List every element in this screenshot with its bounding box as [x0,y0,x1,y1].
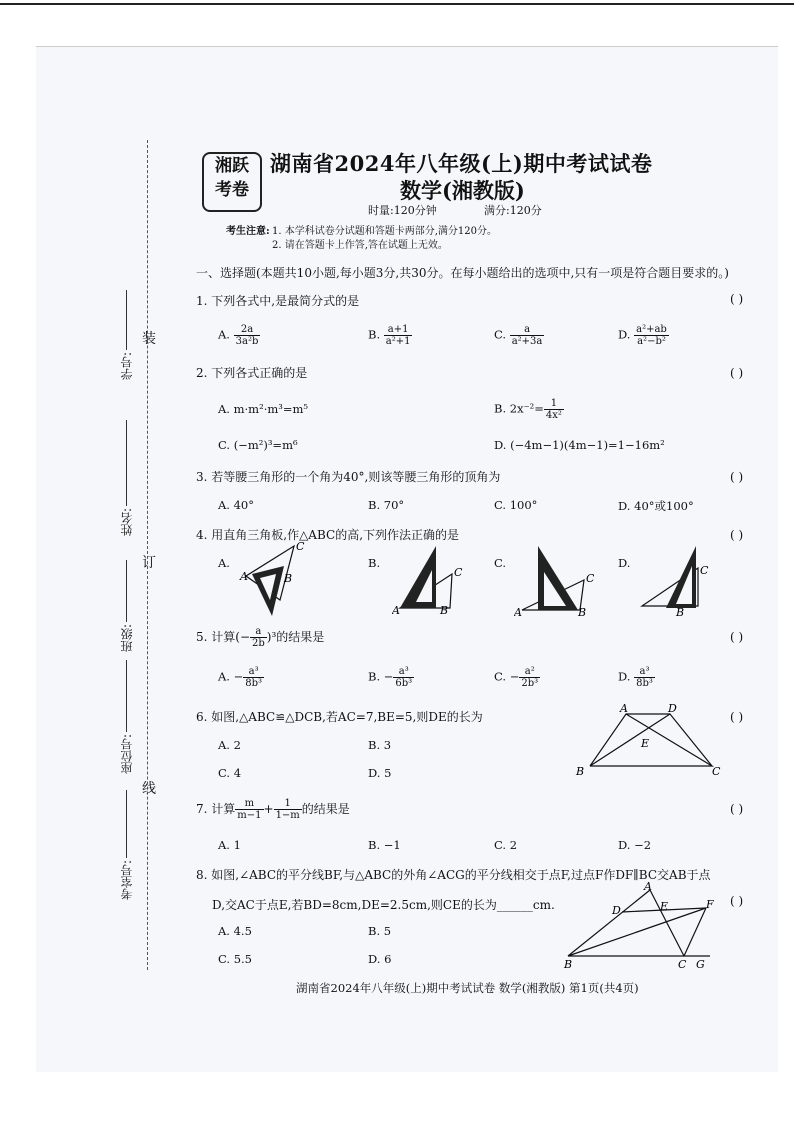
q6-label-b: B [576,765,585,778]
q2-option-c: C. (−m²)³=m⁶ [218,438,298,452]
q4d-label-c: C [700,564,709,577]
q4c-label-a: A [514,606,522,618]
q5-stem: 5. 计算(− $\frac{a}{2b}$ )³的结果是 [196,626,325,649]
name-blank [126,420,127,506]
name-label: 姓名: [120,508,134,537]
q7-option-d: D. −2 [618,838,652,852]
q8-label-e: E [660,900,669,913]
q1-option-b: B. $\frac{a+1}{\text{a²+1}}$ [368,324,411,347]
page-footer: 湖南省2024年八年级(上)期中考试试卷 数学(湘教版) 第1页(共4页) [296,981,639,995]
q4a-label-a: A [240,570,248,583]
q2-stem: 2. 下列各式正确的是 [196,366,308,380]
q2-answer-paren: ( ) [730,366,744,380]
q4b-label-a: A [392,604,400,616]
q5-option-a: A. − $\frac{\text{a³}}{\text{8b³}}$ [218,666,263,689]
q6-stem: 6. 如图,△ABC≌△DCB,若AC=7,BE=5,则DE的长为 [196,710,483,724]
notice-1: 1. 本学科试卷分试题和答题卡两部分,满分120分。 [272,226,497,237]
q5-answer-paren: ( ) [730,630,744,644]
q5-option-d: D. $\frac{\text{a³}}{\text{8b³}}$ [618,666,653,689]
q8-figure [560,880,732,972]
q6-option-a: A. 2 [218,738,241,752]
q6-label-c: C [712,765,721,778]
q8-label-c: C [678,958,687,971]
q4d-label-b: B [676,606,685,618]
q8-label-a: A [644,880,652,893]
q4-stem: 4. 用直角三角板,作△ABC的高,下列作法正确的是 [196,528,460,542]
q7-option-b: B. −1 [368,838,401,852]
q2-option-d: D. (−4m−1)(4m−1)=1−16m² [494,438,665,452]
q6-label-a: A [620,702,628,715]
q1-option-a: A. $\frac{2a}{\text{3a²b}}$ [218,324,259,347]
top-border-line [0,3,794,5]
q8-label-b: B [564,958,573,971]
q4-figure-a [230,538,310,618]
exam-room-label: 考室号: [120,860,134,901]
q6-option-b: B. 3 [368,738,392,752]
q1-option-d: D. $\frac{\text{a²+ab}}{\text{a²−b²}}$ [618,324,667,347]
q8-stem-line2: D,交AC于点E,若BD=8cm,DE=2.5cm,则CE的长为______cm. [212,898,555,912]
q8-label-g: G [696,958,705,971]
seat-blank [126,660,127,732]
q1-answer-paren: ( ) [730,292,744,306]
q4a-label-c: C [296,540,305,553]
class-label: 班级: [120,624,134,653]
xian-mark: 线 [142,781,156,797]
q1-option-c: C. $\frac{a}{\text{a²+3a}}$ [494,324,543,347]
q5-option-b: B. − $\frac{\text{a³}}{\text{6b³}}$ [368,666,413,689]
q4a-label-b: B [284,572,293,585]
q4b-label-c: C [454,566,463,579]
class-blank [126,560,127,622]
seat-label: 座位号: [120,734,134,775]
q4b-label-b: B [440,604,449,616]
q6-figure [570,700,730,782]
q4c-label-c: C [586,572,594,585]
q6-option-c: C. 4 [218,766,242,780]
q7-option-a: A. 1 [218,838,241,852]
q3-option-a: A. 40° [218,498,254,512]
section-1-heading: 一、选择题(本题共10小题,每小题3分,共30分。在每小题给出的选项中,只有一项是符合题目要求的。) [196,266,729,280]
q7-stem: 7. 计算 $\frac{m}{m-1}$ + $\frac{1}{1-m}$ 的结果是 [196,798,350,821]
q4-figure-b [392,540,472,616]
student-id-label: 学号: [120,352,134,381]
q7-option-c: C. 2 [494,838,518,852]
q7-answer-paren: ( ) [730,802,744,816]
q8-stem-line1: 8. 如图,∠ABC的平分线BF,与△ABC的外角∠ACG的平分线相交于点F,过点F作DF∥BC交AB于点 [196,868,711,882]
q1-stem: 1. 下列各式中,是最简分式的是 [196,294,360,308]
student-id-blank [126,290,127,350]
q4c-label-b: B [578,606,587,618]
q4-option-c: C. [494,556,507,570]
q8-option-c: C. 5.5 [218,952,252,966]
zhuang-mark: 装 [142,331,156,347]
ding-mark: 订 [142,555,156,571]
q4-option-a: A. [218,556,230,570]
q4-figure-c [514,542,594,618]
q6-option-d: D. 5 [368,766,392,780]
q4-figure-d [636,542,716,618]
exam-score: 满分:120分 [484,204,542,217]
q4-option-d: D. [618,556,631,570]
q3-option-d: D. 40°或100° [618,499,694,513]
q3-option-b: B. 70° [368,498,405,512]
q2-option-b: B. 2x⁻²= $\frac{1}{\text{4x²}}$ [494,398,562,421]
q8-option-b: B. 5 [368,924,392,938]
q8-answer-paren: ( ) [730,894,744,908]
exam-room-blank [126,790,127,858]
seal-logo: 湘跃 考卷 [202,152,262,212]
q3-answer-paren: ( ) [730,470,744,484]
q2-option-a: A. m·m²·m³=m⁵ [218,402,309,416]
q4-answer-paren: ( ) [730,528,744,542]
q6-label-e: E [641,737,650,750]
q6-label-d: D [668,702,677,715]
exam-time: 时量:120分钟 [368,204,437,217]
exam-subtitle: 数学(湘教版) [400,178,525,203]
q6-answer-paren: ( ) [730,710,744,724]
q3-option-c: C. 100° [494,498,538,512]
q8-option-d: D. 6 [368,952,392,966]
notice-label: 考生注意: [226,226,270,237]
q5-option-c: C. − $\frac{\text{a²}}{\text{2b³}}$ [494,666,539,689]
q8-label-f: F [706,898,714,911]
q8-label-d: D [612,904,621,917]
notice-2: 2. 请在答题卡上作答,答在试题上无效。 [272,240,448,251]
q8-option-a: A. 4.5 [218,924,252,938]
q3-stem: 3. 若等腰三角形的一个角为40°,则该等腰三角形的顶角为 [196,470,501,484]
q4-option-b: B. [368,556,381,570]
exam-title: 湖南省2024年八年级(上)期中考试试卷 [270,151,653,176]
